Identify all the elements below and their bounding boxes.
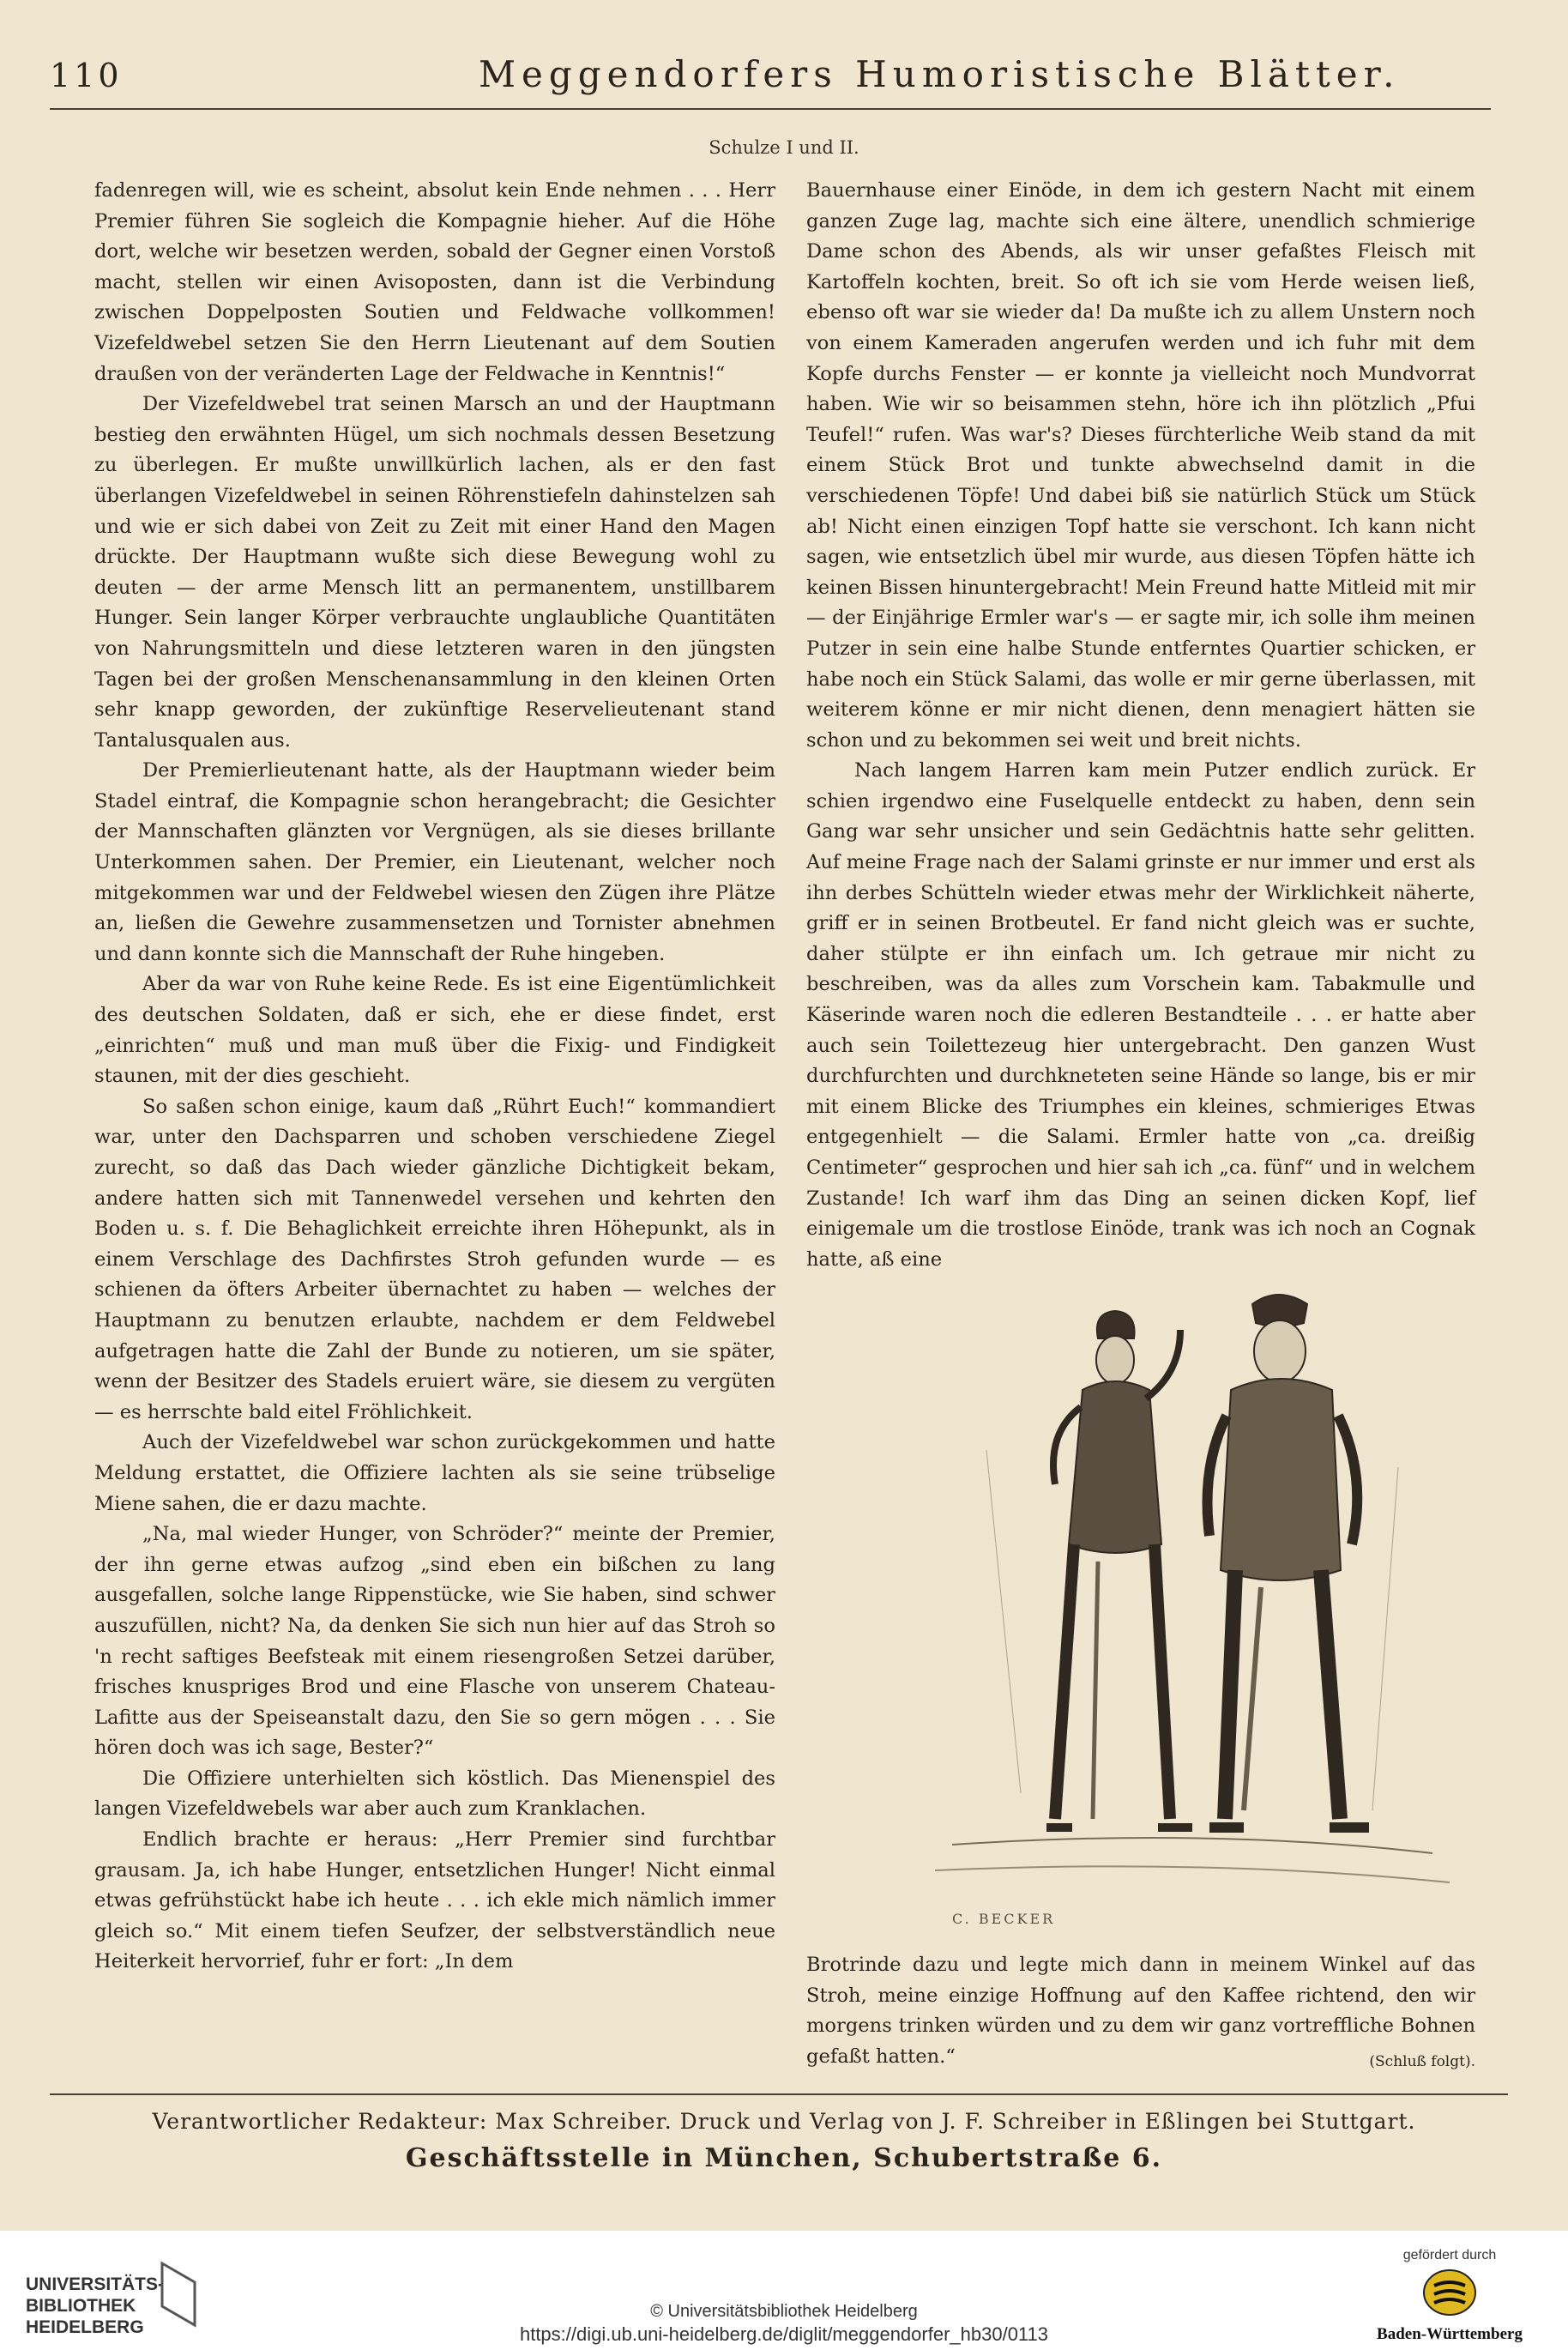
paragraph bbox=[806, 1950, 1475, 2072]
library-name-line: BIBLIOTHEK bbox=[26, 2296, 136, 2316]
funder-name: Baden-Württemberg bbox=[1377, 2325, 1523, 2343]
paragraph: fadenregen will, wie es scheint, absolut kein Ende nehmen . . . Herr Premier führen Sie sogleich die Kompagnie hieher. Auf die Höhe dort, welche wir besetzen werden, sobald der Gegner einen Vorstoß macht, stellen wir einen Avisoposten, dann ist die Verbindung zwischen Doppelposten Soutien und Feldwache vollkommen! Vizefeldwebel setzen Sie den Herrn Lieutenant auf dem Soutien draußen von der veränderten Lage der Feldwache in Kenntnis!“ bbox=[94, 179, 775, 385]
baden-wuerttemberg-crest-icon bbox=[1415, 2267, 1484, 2318]
paragraph: So saßen schon einige, kaum daß „Rührt Euch!“ kommandiert war, unter den Dachsparren und schoben verschiedene Ziegel zurecht, so daß das Dach wieder gänzliche Dichtigkeit bekam, andere hatten sich mit Tannenwedel versehen und kehrten den Boden u. s. f. Die Behaglichkeit erreichte ihren Höhepunkt, als in einem Verschlage des Dachfirstes Stroh gefunden wurde — es schienen da öfters Arbeiter übernachtet zu haben — welches der Hauptmann zu benutzen erlaubte, nachdem er dem Feldwebel aufgetragen hatte die Zahl der Bunde zu notieren, um sie später, wenn der Besitzer des Stadels eruiert wäre, sie diesem zu vergüten — es herrschte bald eitel Fröhlichkeit. bbox=[94, 1095, 775, 1423]
continued-note: (Schluß folgt). bbox=[1369, 2052, 1475, 2070]
paragraph-text: Brotrinde dazu und legte mich dann in meinem Winkel auf das Stroh, meine einzige Hoffnung auf den Kaffee richtend, den wir morgens trinken würden und zu dem wir ganz vortreffliche Bohnen gefaßt hatten.“ bbox=[806, 1954, 1475, 2068]
paragraph: Der Vizefeldwebel trat seinen Marsch an und der Hauptmann bestieg den erwähnten Hügel, um sich nochmals dessen Besetzung zu überlegen. Er mußte unwillkürlich lachen, als er den fast überlangen Vizefeldwebel in seinen Röhrenstiefeln dahinstelzen sah und wie er sich dabei von Zeit zu Zeit mit einer Hand den Magen drückte. Der Hauptmann wußte sich diese Bewegung wohl zu deuten — der arme Mensch litt an permanentem, unstillbarem Hunger. Sein langer Körper verbrauchte unglaubliche Quantitäten von Nahrungsmitteln und diese letzteren waren in den jüngsten Tagen bei der großen Menschenansammlung in den kleinen Orten sehr knapp geworden, der zukünftige Reservelieutenant stand Tantalusqualen aus. bbox=[94, 393, 775, 752]
library-name-line: HEIDELBERG bbox=[26, 2317, 144, 2337]
illustration-signature: C. BECKER bbox=[952, 1911, 1056, 1927]
left-column bbox=[94, 176, 775, 1978]
paragraph: Auch der Vizefeldwebel war schon zurückgekommen und hatte Meldung erstattet, die Offiziere lachten als sie seine trübselige Miene sahen, die er dazu machte. bbox=[94, 1431, 775, 1515]
right-column-continuation bbox=[806, 1950, 1475, 2077]
paragraph: „Na, mal wieder Hunger, von Schröder?“ meinte der Premier, der ihn gerne etwas aufzog „sind eben ein bißchen zu lang ausgefallen, solche lange Rippenstücke, wie Sie haben, sind schwer auszufüllen, nicht? Na, da denken Sie sich nun hier auf das Stroh so 'n recht saftiges Beefsteak mit einem riesengroßen Setzei darüber, frisches knuspriges Brod und eine Flasche von unserem Chateau-Lafitte aus der Speiseanstalt dazu, den Sie so gern mögen . . . Sie hören doch was ich sage, Bester?“ bbox=[94, 1523, 775, 1760]
paragraph: Die Offiziere unterhielten sich köstlich. Das Mienenspiel des langen Vizefeldwebels war aber auch zum Kranklachen. bbox=[94, 1767, 775, 1821]
soldiers-illustration bbox=[884, 1278, 1475, 1939]
right-column bbox=[806, 176, 1475, 1275]
paragraph: Nach langem Harren kam mein Putzer endlich zurück. Er schien irgendwo eine Fuselquelle entdeckt zu haben, denn sein Gang war sehr unsicher und sein Gedächtnis hatte sehr gelitten. Auf meine Frage nach der Salami grinste er nur immer und erst als ihn derbes Schütteln wieder etwas mehr der Wirklichkeit näherte, griff er in seinen Brotbeutel. Er fand nicht gleich was er suchte, daher stülpte er ihn einfach um. Ich getraue mir nicht zu beschreiben, was da alles zum Vorschein kam. Tabakmulle und Käserinde waren noch die edleren Bestandteile . . . er hatte aber auch sein Toilettezeug hier untergebracht. Den ganzen Wust durchfurchten und durchkneteten seine Hände so lange, bis er mir mit einem Blicke des Triumphes ein kleines, schmieriges Etwas entgegenhielt — die Salami. Ermler hatte von „ca. dreißig Centimeter“ gesprochen und hier sah ich „ca. fünf“ und in welchem Zustande! Ich warf ihm das Ding an seinen dicken Kopf, lief einigemale um die trostlose Einöde, trank was ich noch an Cognak hatte, aß eine bbox=[806, 759, 1476, 1271]
library-name-line: UNIVERSITÄTS- bbox=[26, 2274, 165, 2294]
funding-label: gefördert durch bbox=[1402, 2248, 1497, 2262]
office-line: Geschäftsstelle in München, Schubertstraße 6. bbox=[405, 2143, 1163, 2173]
paragraph: Der Premierlieutenant hatte, als der Hauptmann wieder beim Stadel eintraf, die Kompagnie schon herangebracht; die Gesichter der Mannschaften glänzten vor Vergnügen, als sie dieses brillante Unterkommen sahen. Der Premier, ein Lieutenant, welcher noch mitgekommen war und der Feldwebel wiesen den Zügen ihre Plätze an, ließen die Gewehre zusammensetzen und Tornister abnehmen und dann konnte sich die Mannschaft der Ruhe hingeben. bbox=[94, 759, 775, 965]
paragraph: Bauernhause einer Einöde, in dem ich gestern Nacht mit einem ganzen Zuge lag, machte sich eine ältere, unendlich schmierige Dame schon des Abends, als wir unser gefaßtes Fleisch mit Kartoffeln kochten, breit. So oft ich sie vom Herde weisen ließ, ebenso oft war sie wieder da! Da mußte ich zu allem Unstern noch von einem Kameraden angerufen werden und ich fuhr mit dem Kopfe durchs Fenster — er konnte ja vielleicht noch Mundvorrat haben. Wie wir so beisammen stehn, höre ich ihn plötzlich „Pfui Teufel!“ rufen. Was war's? Dieses fürchterliche Weib stand da mit einem Stück Brot und tunkte abwechselnd damit in die verschiedenen Töpfe! Und dabei biß sie natürlich Stück um Stück ab! Nicht einen einzigen Topf hatte sie verschont. Ich kann nicht sagen, wie entsetzlich übel mir wurde, aus diesen Töpfen hätte ich keinen Bissen hinuntergebracht! Mein Freund hatte Mitleid mit mir — der Einjährige Ermler war's — er sagte mir, ich solle ihm meinen Putzer in sein eine halbe Stunde entferntes Quartier schicken, er habe noch ein Stück Salami, das wolle er mir gerne überlassen, mit weiterem könne er mir nicht dienen, denn menagiert hätten sie schon und zu bekommen sei weit und breit nichts. bbox=[806, 179, 1475, 752]
archive-url-link[interactable]: https://digi.ub.uni-heidelberg.de/diglit/meggendorfer_hb30/0113 bbox=[519, 2323, 1049, 2345]
article-title: Schulze I und II. bbox=[709, 137, 859, 158]
editor-line: Verantwortlicher Redakteur: Max Schreiber. Druck und Verlag von J. F. Schreiber in Eßlingen bei Stuttgart. bbox=[152, 2109, 1416, 2134]
journal-title: Meggendorfers Humoristische Blätter. bbox=[479, 53, 1401, 95]
copyright-text: © Universitätsbibliothek Heidelberg bbox=[650, 2302, 918, 2321]
paragraph: Aber da war von Ruhe keine Rede. Es ist eine Eigentümlichkeit des deutschen Soldaten, daß er sich, ehe er diese findet, erst „einrichten“ muß und man muß über die Fixig- und Findigkeit staunen, mit der dies geschieht. bbox=[94, 973, 775, 1088]
paragraph: Endlich brachte er heraus: „Herr Premier sind furchtbar grausam. Ja, ich habe Hunger, entsetzlichen Hunger! Nicht einmal etwas gefrühstückt habe ich heute . . . ich ekle mich nämlich immer gleich so.“ Mit einem tiefen Seufzer, der selbstverständlich neue Heiterkeit hervorrief, fuhr er fort: „In dem bbox=[94, 1828, 775, 1973]
page-header bbox=[50, 51, 1491, 110]
page-number: 110 bbox=[50, 57, 123, 94]
footer-rule bbox=[50, 2093, 1508, 2095]
